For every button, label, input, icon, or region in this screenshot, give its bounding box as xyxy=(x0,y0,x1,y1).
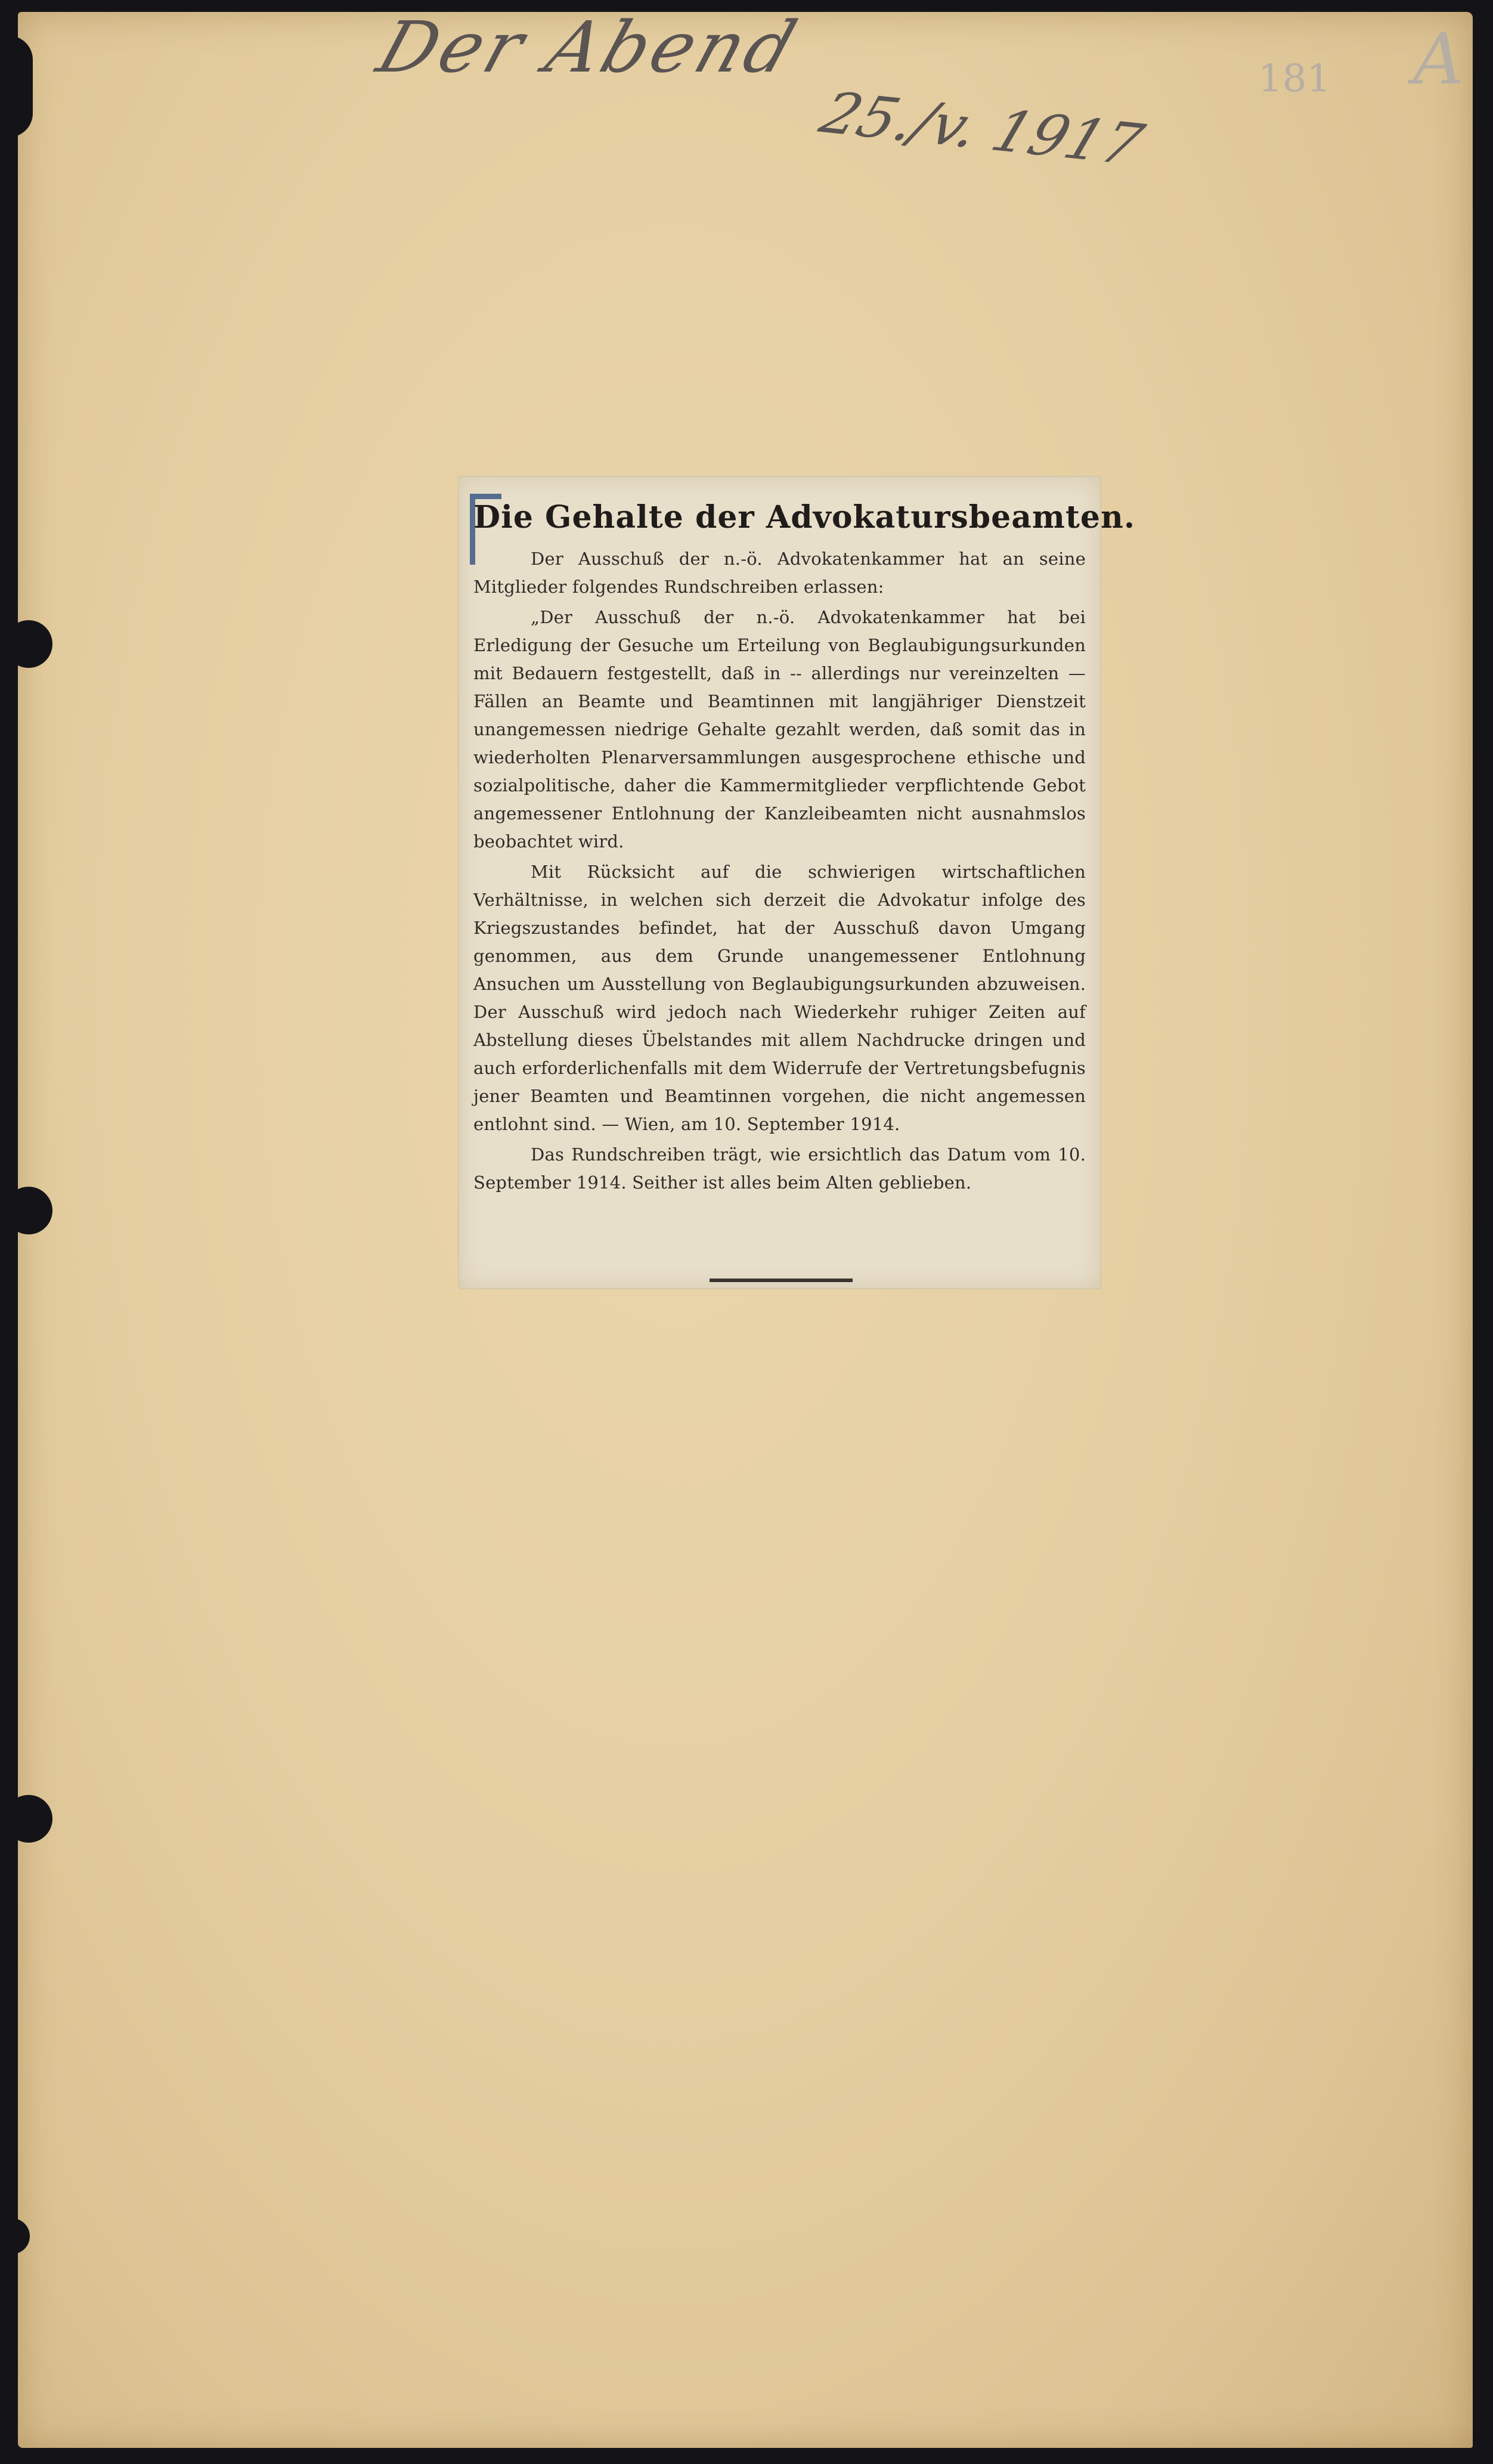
article-paragraph: „Der Ausschuß der n.-ö. Advokatenkammer hat bei Erledigung der Gesuche um Erteilung von Beglaubigungsurkunden mit Bedauern festgestellt, daß in -- allerdings nur vereinzelten — Fällen an Beamte und Beamtinnen mit langjähriger Dienstzeit unangemessen niedrige Gehalte gezahlt werden, daß somit das in wiederholten Plenarversammlungen ausgesprochene ethische und sozialpolitische, daher die Kammermitglieder verpflichtende Gebot angemessener Entlohnung der Kanzleibeamten nicht ausnahmslos beobachtet wird. xyxy=(473,607,1086,852)
punch-hole xyxy=(5,1187,52,1234)
archive-mark: A xyxy=(1413,18,1464,100)
handwritten-newspaper-name: Der Abend xyxy=(368,6,809,88)
punch-hole xyxy=(5,1795,52,1843)
article-paragraph: Das Rundschreiben trägt, wie ersichtlich das Datum vom 10. September 1914. Seither ist alles beim Alten geblieben. xyxy=(473,1144,1086,1193)
handwritten-date: 25./v. 1917 xyxy=(811,79,1152,178)
closing-rule xyxy=(710,1279,853,1282)
blue-pencil-mark xyxy=(470,494,501,565)
article-title: Die Gehalte der Advokatursbeamten. xyxy=(473,499,1135,535)
torn-corner-top-left xyxy=(0,36,33,137)
newspaper-clipping xyxy=(459,477,1135,1288)
article-paragraph: Mit Rücksicht auf die schwierigen wirtschaftlichen Verhältnisse, in welchen sich derzeit die Advokatur infolge des Kriegszustandes befindet, hat der Ausschuß davon Umgang genommen, aus dem Grunde unangemessener Entlohnung Ansuchen um Ausstellung von Beglaubigungsurkunden abzuweisen. Der Ausschuß wird jedoch nach Wiederkehr ruhiger Zeiten auf Abstellung dieses Übelstandes mit allem Nachdrucke dringen und auch erforderlichenfalls mit dem Widerrufe der Vertretungsbefugnis jener Beamten und Beamtinnen vorgehen, die nicht angemessen entlohnt sind. — Wien, am 10. September 1914. xyxy=(473,862,1086,1134)
folio-number: 181 xyxy=(1258,57,1331,101)
article-paragraph: Der Ausschuß der n.-ö. Advokatenkammer hat an seine Mitglieder folgendes Rundschreiben erlassen: xyxy=(473,549,1086,597)
punch-hole xyxy=(5,620,52,668)
